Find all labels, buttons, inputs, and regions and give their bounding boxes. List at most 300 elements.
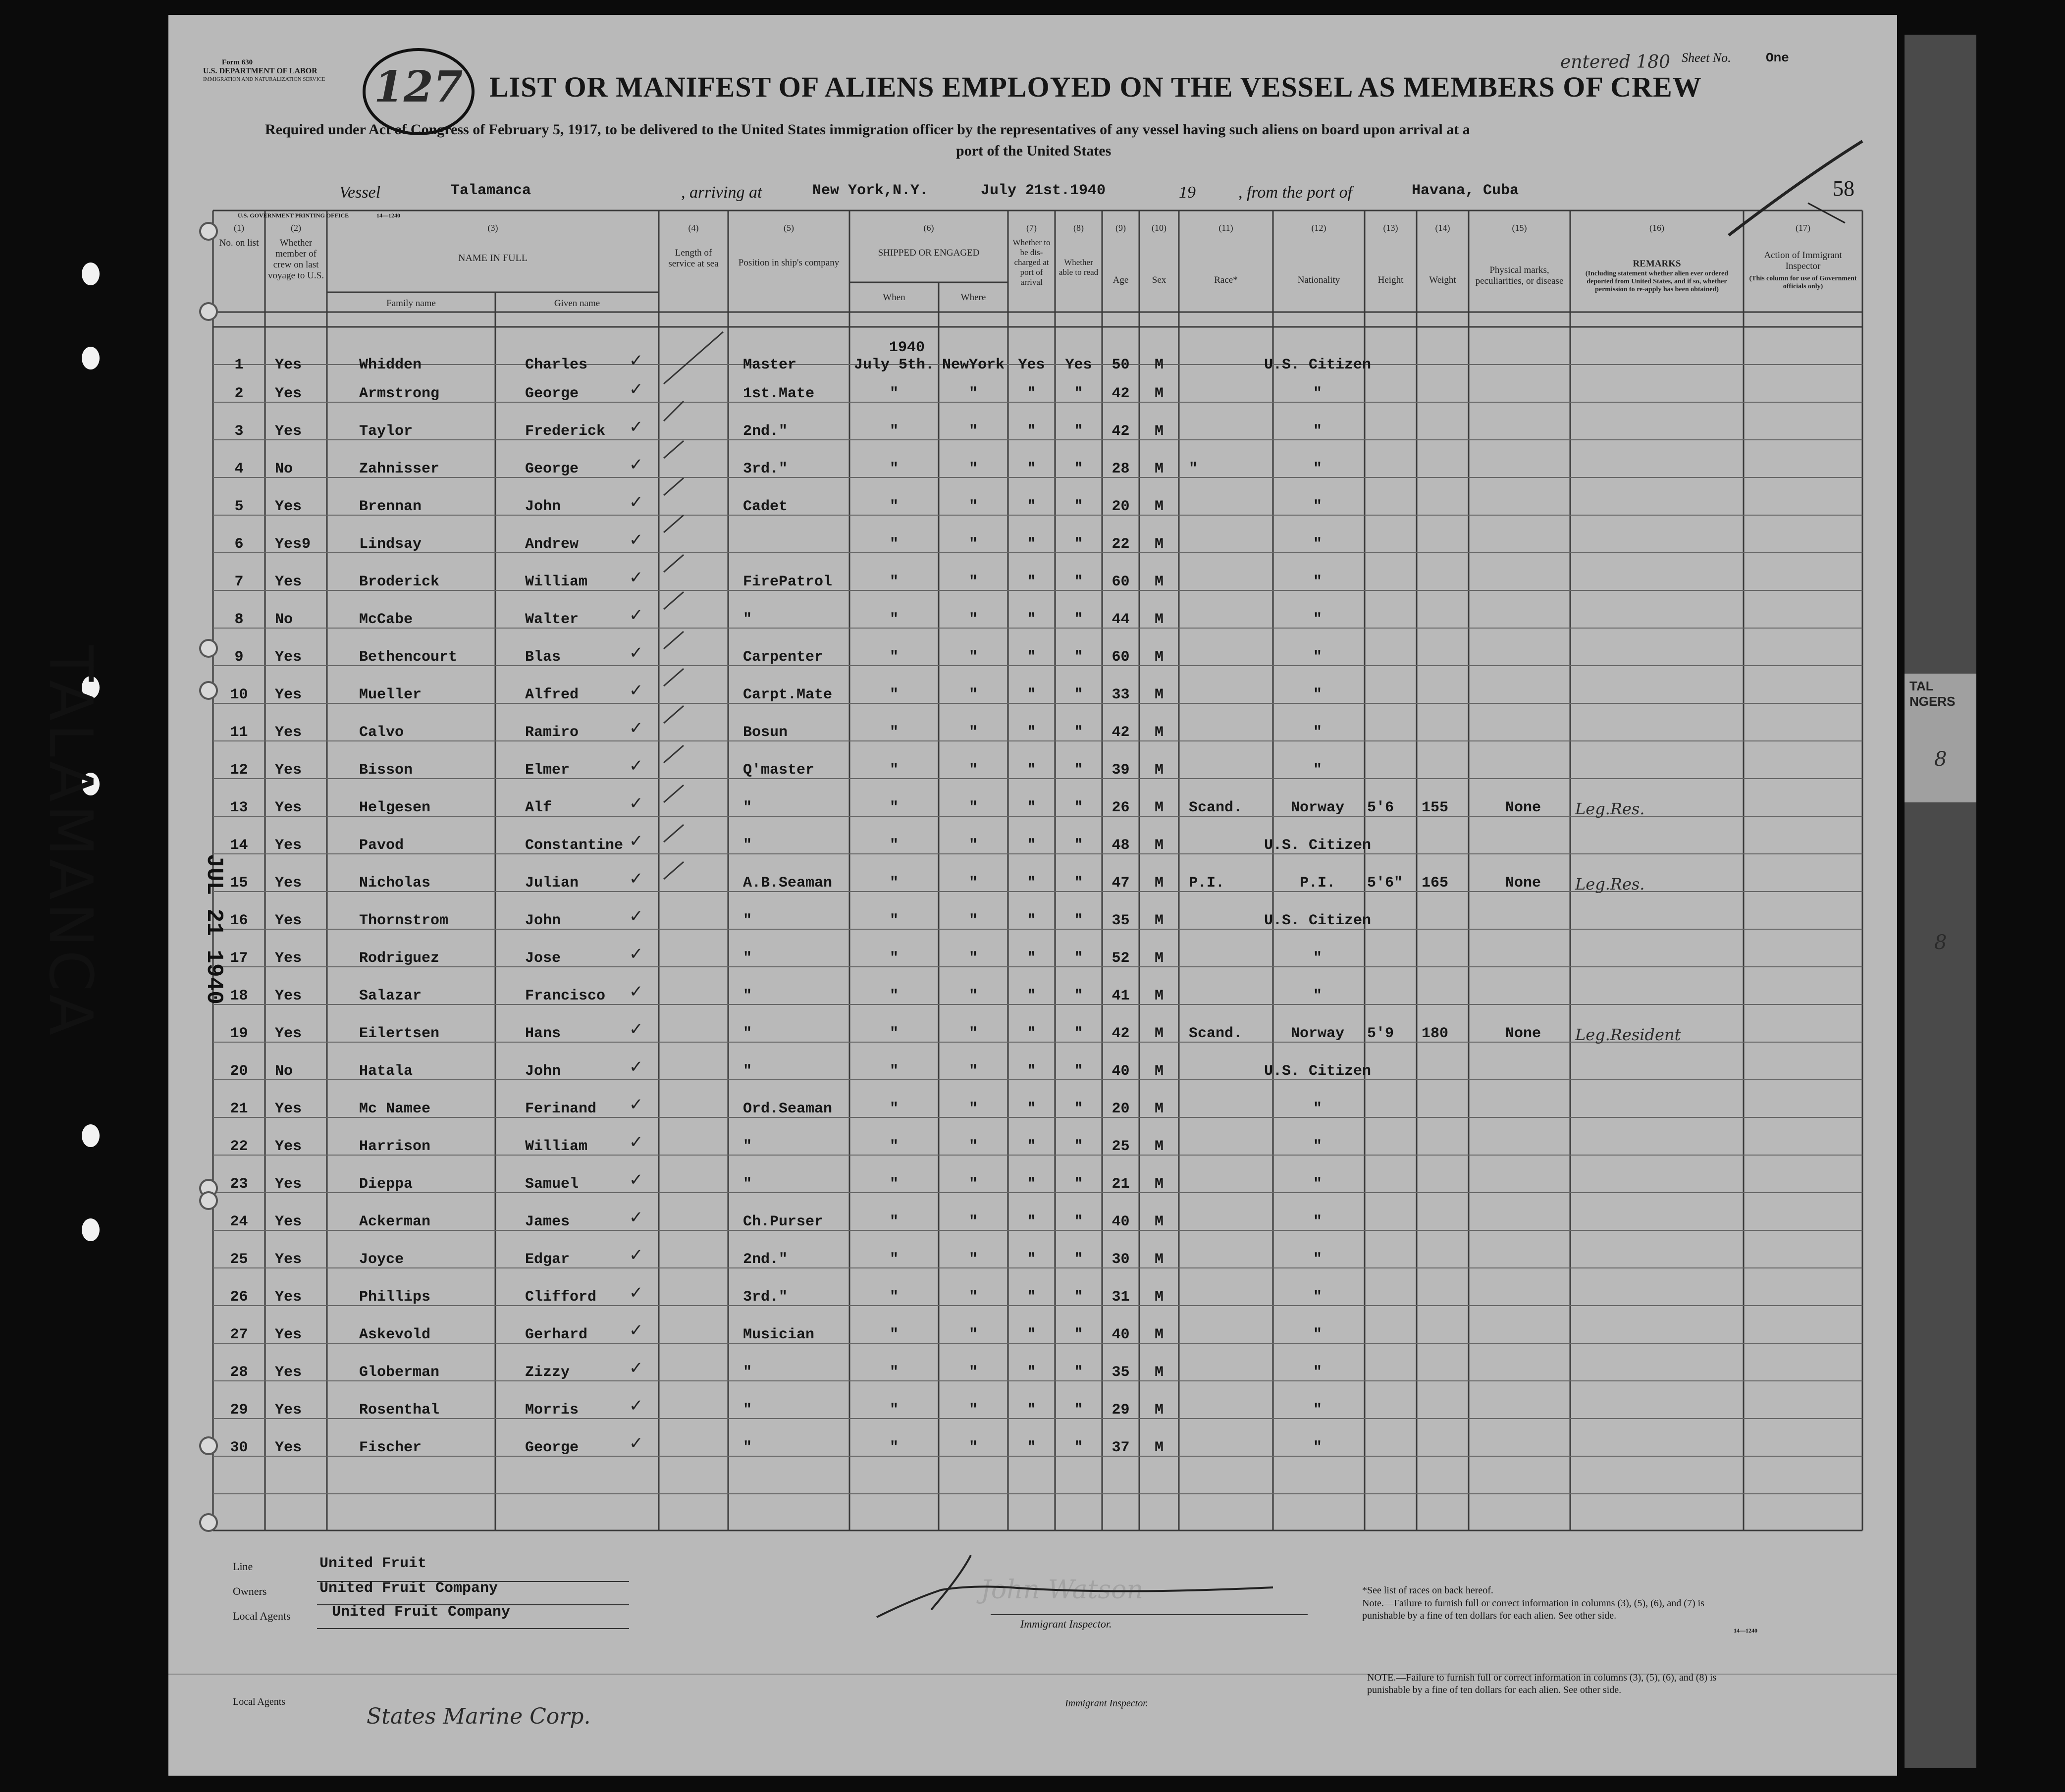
- cell-age: 42: [1112, 1025, 1130, 1042]
- cell-last-voyage: Yes: [275, 1213, 302, 1230]
- cell-where: ": [968, 837, 978, 854]
- cell-discharged: ": [1027, 837, 1036, 854]
- vessel-label: Vessel: [339, 183, 381, 202]
- table-row: [168, 902, 1897, 940]
- cell-position: 1st.Mate: [743, 385, 815, 402]
- cell-read: ": [1074, 950, 1083, 967]
- table-row: [168, 790, 1897, 827]
- cell-read: ": [1074, 498, 1083, 515]
- cell-position: ": [743, 837, 752, 854]
- cell-discharged: ": [1027, 1402, 1036, 1419]
- binder-ring: [199, 222, 218, 241]
- colhdr-9: Age: [1112, 275, 1129, 285]
- cell-age: 50: [1112, 357, 1130, 373]
- cell-last-voyage: No: [275, 611, 293, 628]
- cell-age: 42: [1112, 385, 1130, 402]
- checkmark-icon: ✓: [629, 643, 643, 662]
- cell-read: ": [1074, 385, 1083, 402]
- cell-nationality: ": [1313, 423, 1322, 440]
- cell-given: John: [525, 912, 561, 929]
- cell-last-voyage: No: [275, 461, 293, 477]
- under-note: NOTE.—Failure to furnish full or correct information in columns (3), (5), (6), and (8) is punishable by a fine of ten dollars for each alien. See other side.: [1367, 1672, 1717, 1695]
- cell-age: 20: [1112, 498, 1130, 515]
- cell-when: ": [889, 1138, 899, 1155]
- cell-position: ": [743, 611, 752, 628]
- cell-position: ": [743, 1439, 752, 1456]
- cell-age: 30: [1112, 1251, 1130, 1268]
- side-stamp-vessel: TALAMANCA: [36, 645, 105, 1039]
- cell-family: Brennan: [359, 498, 422, 515]
- cell-where: ": [968, 724, 978, 741]
- table-row: [168, 1429, 1897, 1467]
- cell-position: Q'master: [743, 762, 815, 779]
- cell-race: Scand.: [1189, 799, 1243, 816]
- cell-last-voyage: Yes: [275, 686, 302, 703]
- cell-when: July 5th.: [853, 357, 935, 373]
- cell-age: 20: [1112, 1101, 1130, 1117]
- cell-read: ": [1074, 912, 1083, 929]
- colnum-8: (8): [1073, 223, 1084, 233]
- cell-where: ": [968, 536, 978, 553]
- table-row: [168, 1128, 1897, 1166]
- table-row: [168, 1354, 1897, 1392]
- table-row: [168, 978, 1897, 1015]
- checkmark-icon: ✓: [629, 1170, 643, 1189]
- cell-given: James: [525, 1213, 570, 1230]
- table-row: [168, 827, 1897, 865]
- adjacent-mark-2: 8: [1934, 931, 1947, 954]
- cell-discharged: ": [1027, 762, 1036, 779]
- cell-discharged: ": [1027, 912, 1036, 929]
- checkmark-icon: ✓: [629, 1396, 643, 1415]
- year-label: 19: [1179, 183, 1196, 202]
- cell-when: ": [889, 536, 899, 553]
- cell-no: 6: [234, 536, 244, 553]
- cell-given: Alfred: [525, 686, 579, 703]
- cell-nationality: ": [1313, 611, 1322, 628]
- table-row: [168, 1166, 1897, 1204]
- cell-family: Taylor: [359, 423, 413, 440]
- cell-age: 39: [1112, 762, 1130, 779]
- cell-when: ": [889, 1025, 899, 1042]
- cell-when: ": [889, 611, 899, 628]
- checkmark-icon: ✓: [629, 982, 643, 1001]
- cell-family: Mc Namee: [359, 1101, 431, 1117]
- cell-sex: M: [1154, 1289, 1164, 1306]
- cell-nationality: ": [1313, 1176, 1322, 1193]
- cell-last-voyage: Yes9: [275, 536, 311, 553]
- cell-discharged: ": [1027, 461, 1036, 477]
- binder-ring: [199, 1191, 218, 1210]
- table-row: [168, 526, 1897, 564]
- cell-age: 44: [1112, 611, 1130, 628]
- subhdr-family: Family name: [386, 298, 436, 309]
- cell-family: McCabe: [359, 611, 413, 628]
- cell-where: ": [968, 912, 978, 929]
- cell-no: 7: [234, 574, 244, 590]
- cell-discharged: ": [1027, 724, 1036, 741]
- colnum-16: (16): [1649, 223, 1664, 233]
- checkmark-icon: ✓: [629, 907, 643, 926]
- checkmark-icon: ✓: [629, 1095, 643, 1114]
- form-number: Form 630: [222, 58, 253, 66]
- cell-discharged: Yes: [1018, 357, 1045, 373]
- table-row: [168, 714, 1897, 752]
- binder-ring: [199, 1436, 218, 1455]
- cell-read: ": [1074, 1439, 1083, 1456]
- cell-no: 26: [230, 1289, 248, 1306]
- cell-family: Pavod: [359, 837, 404, 854]
- cell-age: 40: [1112, 1213, 1130, 1230]
- table-row: [168, 677, 1897, 714]
- page-number: 58: [1833, 176, 1854, 201]
- cell-no: 21: [230, 1101, 248, 1117]
- cell-read: ": [1074, 837, 1083, 854]
- colhdr-6: SHIPPED OR ENGAGED: [878, 248, 980, 258]
- binder-ring: [199, 1513, 218, 1532]
- colhdr-11: Race*: [1214, 275, 1238, 285]
- binder-hole: [82, 347, 100, 369]
- cell-read: ": [1074, 536, 1083, 553]
- cell-sex: M: [1154, 385, 1164, 402]
- colnum-11: (11): [1218, 223, 1233, 233]
- cell-marks: None: [1505, 1025, 1541, 1042]
- cell-no: 4: [234, 461, 244, 477]
- cell-age: 25: [1112, 1138, 1130, 1155]
- cell-given: William: [525, 1138, 588, 1155]
- cell-given: Frederick: [525, 423, 606, 440]
- cell-discharged: ": [1027, 1251, 1036, 1268]
- cell-when: ": [889, 1402, 899, 1419]
- cell-position: 2nd.": [743, 423, 788, 440]
- form-subtitle-line2: port of the United States: [956, 143, 1112, 159]
- cell-discharged: ": [1027, 1138, 1036, 1155]
- cell-sex: M: [1154, 1402, 1164, 1419]
- sheet-value: One: [1766, 51, 1789, 65]
- cell-sex: M: [1154, 686, 1164, 703]
- cell-position: ": [743, 799, 752, 816]
- cell-discharged: ": [1027, 498, 1036, 515]
- cell-weight: 165: [1422, 875, 1449, 892]
- cell-given: William: [525, 574, 588, 590]
- cell-nationality: U.S. Citizen: [1264, 837, 1372, 854]
- cell-given: Edgar: [525, 1251, 570, 1268]
- cell-given: Julian: [525, 875, 579, 892]
- cell-given: John: [525, 498, 561, 515]
- cell-where: ": [968, 1289, 978, 1306]
- table-row: [168, 1091, 1897, 1128]
- cell-read: ": [1074, 875, 1083, 892]
- cell-last-voyage: Yes: [275, 1289, 302, 1306]
- cell-discharged: ": [1027, 1176, 1036, 1193]
- checkmark-icon: ✓: [629, 1283, 643, 1302]
- colhdr-13: Height: [1377, 275, 1404, 285]
- checkmark-icon: ✓: [629, 606, 643, 625]
- cell-last-voyage: Yes: [275, 724, 302, 741]
- cell-age: 35: [1112, 912, 1130, 929]
- cell-family: Broderick: [359, 574, 440, 590]
- colhdr-15: Physical marks, peculiarities, or disease: [1475, 265, 1564, 286]
- cell-no: 8: [234, 611, 244, 628]
- cell-family: Globerman: [359, 1364, 440, 1381]
- cell-sex: M: [1154, 912, 1164, 929]
- cell-weight: 180: [1422, 1025, 1449, 1042]
- checkmark-icon: ✓: [629, 832, 643, 850]
- cell-discharged: ": [1027, 988, 1036, 1004]
- cell-family: Thornstrom: [359, 912, 449, 929]
- colnum-4: (4): [688, 223, 699, 233]
- footer-owners-label: Owners: [233, 1585, 267, 1597]
- cell-nationality: ": [1313, 1402, 1322, 1419]
- binder-ring: [199, 639, 218, 658]
- checkmark-icon: ✓: [629, 1020, 643, 1039]
- cell-when: ": [889, 1364, 899, 1381]
- cell-where: ": [968, 1364, 978, 1381]
- colnum-1: (1): [234, 223, 244, 233]
- footer-form-code: 14—1240: [1734, 1627, 1757, 1634]
- cell-sex: M: [1154, 950, 1164, 967]
- cell-when: ": [889, 724, 899, 741]
- cell-when: ": [889, 762, 899, 779]
- cell-no: 5: [234, 498, 244, 515]
- cell-sex: M: [1154, 1101, 1164, 1117]
- cell-family: Askevold: [359, 1326, 431, 1343]
- checkmark-icon: ✓: [629, 719, 643, 738]
- table-row: [168, 1279, 1897, 1317]
- manifest-sheet: [36, 15, 1897, 1776]
- cell-family: Harrison: [359, 1138, 431, 1155]
- cell-last-voyage: Yes: [275, 385, 302, 402]
- checkmark-icon: ✓: [629, 1057, 643, 1076]
- cell-family: Hatala: [359, 1063, 413, 1080]
- cell-discharged: ": [1027, 1289, 1036, 1306]
- cell-sex: M: [1154, 649, 1164, 666]
- colnum-13: (13): [1383, 223, 1398, 233]
- subhdr-when: When: [883, 292, 905, 303]
- cell-family: Eilertsen: [359, 1025, 440, 1042]
- cell-sex: M: [1154, 1251, 1164, 1268]
- arrival-date: July 21st.1940: [981, 182, 1106, 199]
- cell-when: ": [889, 423, 899, 440]
- cell-sex: M: [1154, 837, 1164, 854]
- cell-read: ": [1074, 724, 1083, 741]
- form-code: 14—1240: [376, 212, 400, 219]
- cell-read: ": [1074, 1402, 1083, 1419]
- cell-when: ": [889, 649, 899, 666]
- cell-race: P.I.: [1189, 875, 1225, 892]
- cell-nationality: ": [1313, 1364, 1322, 1381]
- checkmark-icon: ✓: [629, 380, 643, 399]
- binder-ring: [199, 681, 218, 700]
- table-row: [168, 752, 1897, 790]
- colnum-6: (6): [923, 223, 934, 233]
- cell-height: 5'6: [1367, 799, 1394, 816]
- cell-sex: M: [1154, 1439, 1164, 1456]
- checkmark-icon: ✓: [629, 756, 643, 775]
- vessel-name: Talamanca: [451, 182, 531, 199]
- arriving-label: , arriving at: [681, 183, 762, 202]
- adjacent-mark-1: 8: [1934, 748, 1947, 771]
- cell-discharged: ": [1027, 423, 1036, 440]
- cell-no: 18: [230, 988, 248, 1004]
- form-subtitle-line1: Required under Act of Congress of February 5, 1917, to be delivered to the United States immigration officer by the representatives of any vessel having such aliens on board upon arrival at a: [265, 121, 1470, 138]
- checkmark-icon: ✓: [629, 455, 643, 474]
- cell-where: ": [968, 1439, 978, 1456]
- cell-age: 48: [1112, 837, 1130, 854]
- cell-family: Joyce: [359, 1251, 404, 1268]
- cell-read: Yes: [1065, 357, 1092, 373]
- cell-sex: M: [1154, 1176, 1164, 1193]
- cell-nationality: ": [1313, 461, 1322, 477]
- cell-no: 17: [230, 950, 248, 967]
- checkmark-icon: ✓: [629, 1133, 643, 1152]
- cell-age: 21: [1112, 1176, 1130, 1193]
- cell-given: Jose: [525, 950, 561, 967]
- cell-age: 33: [1112, 686, 1130, 703]
- table-row: [168, 375, 1897, 413]
- cell-family: Lindsay: [359, 536, 422, 553]
- cell-last-voyage: Yes: [275, 837, 302, 854]
- cell-nationality: ": [1313, 950, 1322, 967]
- cell-position: A.B.Seaman: [743, 875, 833, 892]
- cell-last-voyage: Yes: [275, 1439, 302, 1456]
- cell-last-voyage: Yes: [275, 1025, 302, 1042]
- cell-given: Ferinand: [525, 1101, 597, 1117]
- checkmark-icon: ✓: [629, 1246, 643, 1265]
- table-row: [168, 940, 1897, 978]
- binder-hole: [82, 1124, 100, 1147]
- colhdr-5: Position in ship's company: [738, 258, 840, 268]
- cell-nationality: ": [1313, 1251, 1322, 1268]
- cell-position: ": [743, 950, 752, 967]
- cell-position: Cadet: [743, 498, 788, 515]
- table-row: [168, 1015, 1897, 1053]
- cell-discharged: ": [1027, 385, 1036, 402]
- cell-last-voyage: Yes: [275, 1326, 302, 1343]
- cell-position: Master: [743, 357, 797, 373]
- cell-given: Ramiro: [525, 724, 579, 741]
- cell-age: 52: [1112, 950, 1130, 967]
- cell-nationality: ": [1313, 724, 1322, 741]
- cell-sex: M: [1154, 611, 1164, 628]
- table-row: [168, 1317, 1897, 1354]
- table-row: [168, 639, 1897, 677]
- cell-race: ": [1189, 461, 1198, 477]
- cell-where: ": [968, 1402, 978, 1419]
- department: U.S. DEPARTMENT OF LABOR: [203, 67, 318, 75]
- cell-family: Nicholas: [359, 875, 431, 892]
- cell-sex: M: [1154, 799, 1164, 816]
- colhdr-8: Whether able to read: [1059, 258, 1099, 277]
- cell-where: ": [968, 574, 978, 590]
- cell-nationality: ": [1313, 1101, 1322, 1117]
- cell-last-voyage: Yes: [275, 357, 302, 373]
- cell-no: 28: [230, 1364, 248, 1381]
- cell-sex: M: [1154, 357, 1164, 373]
- cell-family: Helgesen: [359, 799, 431, 816]
- cell-nationality: U.S. Citizen: [1264, 912, 1372, 929]
- subhdr-given: Given name: [554, 298, 600, 309]
- cell-nationality: ": [1313, 762, 1322, 779]
- adjacent-page-strip: [1905, 35, 1976, 1768]
- cell-read: ": [1074, 988, 1083, 1004]
- side-stamp: [36, 461, 240, 1204]
- cell-nationality: ": [1313, 649, 1322, 666]
- cell-family: Bethencourt: [359, 649, 458, 666]
- cell-given: Francisco: [525, 988, 606, 1004]
- cell-race: Scand.: [1189, 1025, 1243, 1042]
- cell-position: Bosun: [743, 724, 788, 741]
- cell-read: ": [1074, 611, 1083, 628]
- cell-marks: None: [1505, 799, 1541, 816]
- cell-family: Dieppa: [359, 1176, 413, 1193]
- colnum-10: (10): [1152, 223, 1166, 233]
- cell-age: 37: [1112, 1439, 1130, 1456]
- cell-no: 24: [230, 1213, 248, 1230]
- cell-when: ": [889, 1063, 899, 1080]
- cell-age: 60: [1112, 649, 1130, 666]
- cell-sex: M: [1154, 1138, 1164, 1155]
- footer-line-value: United Fruit: [319, 1555, 427, 1572]
- cell-given: Constantine: [525, 837, 624, 854]
- cell-read: ": [1074, 461, 1083, 477]
- table-row: [168, 601, 1897, 639]
- cell-age: 29: [1112, 1402, 1130, 1419]
- cell-when: ": [889, 1176, 899, 1193]
- cell-where: ": [968, 1213, 978, 1230]
- cell-when: ": [889, 1289, 899, 1306]
- subhdr-where: Where: [960, 292, 986, 303]
- cell-where: ": [968, 988, 978, 1004]
- cell-height: 5'6": [1367, 875, 1403, 892]
- cell-discharged: ": [1027, 649, 1036, 666]
- footer-owners-value: United Fruit Company: [319, 1580, 498, 1597]
- cell-no: 10: [230, 686, 248, 703]
- cell-last-voyage: Yes: [275, 423, 302, 440]
- cell-when: ": [889, 1251, 899, 1268]
- cell-when: ": [889, 950, 899, 967]
- colnum-12: (12): [1311, 223, 1326, 233]
- inspector-signature: John Watson: [981, 1575, 1143, 1605]
- cell-no: 20: [230, 1063, 248, 1080]
- year-above: 1940: [889, 339, 925, 356]
- footer-agents-label: Local Agents: [233, 1610, 291, 1622]
- cell-position: ": [743, 1402, 752, 1419]
- cell-no: 11: [230, 724, 248, 741]
- checkmark-icon: ✓: [629, 418, 643, 436]
- service: IMMIGRATION AND NATURALIZATION SERVICE: [203, 76, 325, 82]
- cell-discharged: ": [1027, 611, 1036, 628]
- table-row: [168, 1241, 1897, 1279]
- cell-discharged: ": [1027, 1101, 1036, 1117]
- cell-when: ": [889, 498, 899, 515]
- cell-read: ": [1074, 423, 1083, 440]
- cell-age: 40: [1112, 1063, 1130, 1080]
- cell-discharged: ": [1027, 799, 1036, 816]
- cell-no: 16: [230, 912, 248, 929]
- cell-read: ": [1074, 1176, 1083, 1193]
- cell-discharged: ": [1027, 1439, 1036, 1456]
- cell-no: 3: [234, 423, 244, 440]
- cell-given: Hans: [525, 1025, 561, 1042]
- cell-given: George: [525, 385, 579, 402]
- colhdr-1: No. on list: [219, 238, 259, 248]
- cell-position: 3rd.": [743, 461, 788, 477]
- cell-no: 29: [230, 1402, 248, 1419]
- under-agents-label: Local Agents: [233, 1696, 286, 1707]
- cell-sex: M: [1154, 875, 1164, 892]
- cell-family: Whidden: [359, 357, 422, 373]
